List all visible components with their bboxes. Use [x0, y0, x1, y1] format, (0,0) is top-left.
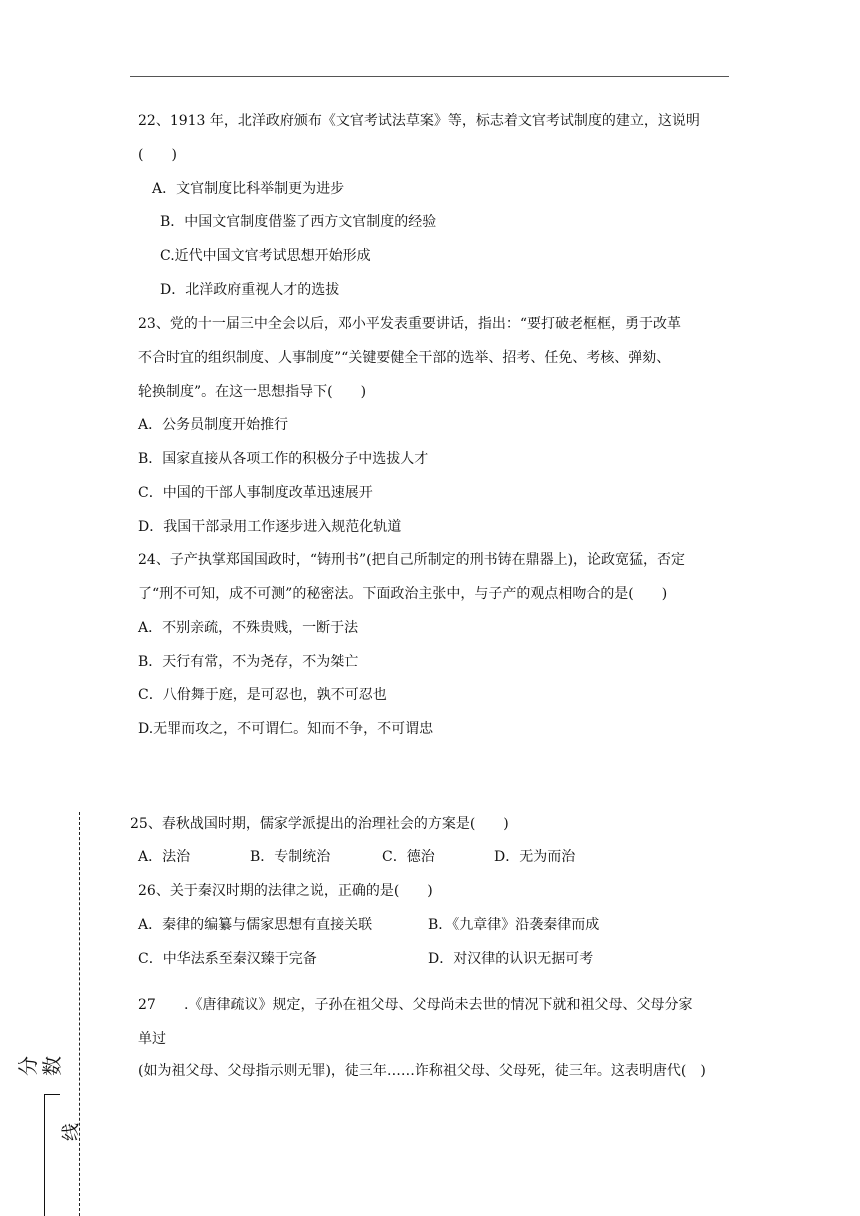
q25-option-a: A．法治	[138, 849, 191, 865]
q27-stem-line3: (如为祖父母、父母指示则无罪)，徒三年……诈称祖父母、父母死，徒三年。这表明唐代( )	[138, 1063, 706, 1079]
q23-option-d: D．我国干部录用工作逐步进入规范化轨道	[138, 519, 402, 535]
q23-option-b: B．国家直接从各项工作的积极分子中选拔人才	[138, 451, 429, 467]
q27-stem-line1: .《唐律疏议》规定，子孙在祖父母、父母尚未去世的情况下就和祖父母、父母分家	[184, 997, 693, 1013]
q27-stem-line2: 单过	[138, 1031, 166, 1047]
q24-stem-line2: 了“刑不可知，成不可测”的秘密法。下面政治主张中，与子产的观点相吻合的是( )	[138, 586, 668, 602]
q25-option-b: B．专制统治	[250, 849, 331, 865]
q23-stem-line2: 不合时宜的组织制度、人事制度”“关键要健全干部的选举、招考、任免、考核、弹劾、	[138, 350, 671, 366]
q22-stem-line2: ( )	[138, 147, 177, 163]
q22-option-a: A．文官制度比科举制更为进步	[152, 181, 345, 197]
q22-stem-line1: 22、1913 年，北洋政府颁布《文官考试法草案》等，标志着文官考试制度的建立，这说明	[138, 113, 700, 129]
q26-option-a: A．秦律的编纂与儒家思想有直接关联	[138, 917, 373, 933]
header-rule	[130, 76, 729, 77]
q24-option-c: C．八佾舞于庭，是可忍也，孰不可忍也	[138, 687, 387, 703]
binding-dashed-line	[79, 812, 80, 1216]
q23-option-c: C．中国的干部人事制度改革迅速展开	[138, 485, 373, 501]
q22-option-b: B．中国文官制度借鉴了西方文官制度的经验	[160, 214, 437, 230]
q26-option-d: D．对汉律的认识无据可考	[428, 951, 594, 967]
q23-stem-line3: 轮换制度”。在这一思想指导下( )	[138, 384, 367, 400]
cut-line-label: 线	[61, 1123, 82, 1141]
q26-stem: 26、关于秦汉时期的法律之说，正确的是( )	[138, 883, 433, 899]
q25-stem: 25、春秋战国时期，儒家学派提出的治理社会的方案是( )	[130, 816, 509, 832]
q24-option-b: B．天行有常，不为尧存，不为桀亡	[138, 654, 359, 670]
q24-stem-line1: 24、子产执掌郑国国政时，“铸刑书”(把自己所制定的刑书铸在鼎器上)，论政宽猛，否定	[138, 552, 686, 568]
q22-option-c: C.近代中国文官考试思想开始形成	[160, 248, 371, 264]
q26-option-b: B．《九章律》沿袭秦律而成	[428, 917, 600, 933]
q24-option-a: A．不别亲疏，不殊贵贱，一断于法	[138, 620, 359, 636]
q24-option-d: D.无罪而攻之，不可谓仁。知而不争，不可谓忠	[138, 721, 434, 737]
q23-option-a: A．公务员制度开始推行	[138, 417, 289, 433]
q26-option-c: C．中华法系至秦汉臻于完备	[138, 951, 317, 967]
q27-number: 27	[138, 997, 156, 1013]
score-underline	[44, 1094, 60, 1095]
score-entry-line	[44, 1094, 45, 1216]
q23-stem-line1: 23、党的十一届三中全会以后，邓小平发表重要讲话，指出：“要打破老框框，勇于改革	[138, 316, 681, 332]
q22-option-d: D．北洋政府重视人才的选拔	[160, 282, 340, 298]
score-label: 分数	[16, 1056, 64, 1076]
q25-option-d: D．无为而治	[494, 849, 576, 865]
q25-option-c: C．德治	[382, 849, 435, 865]
